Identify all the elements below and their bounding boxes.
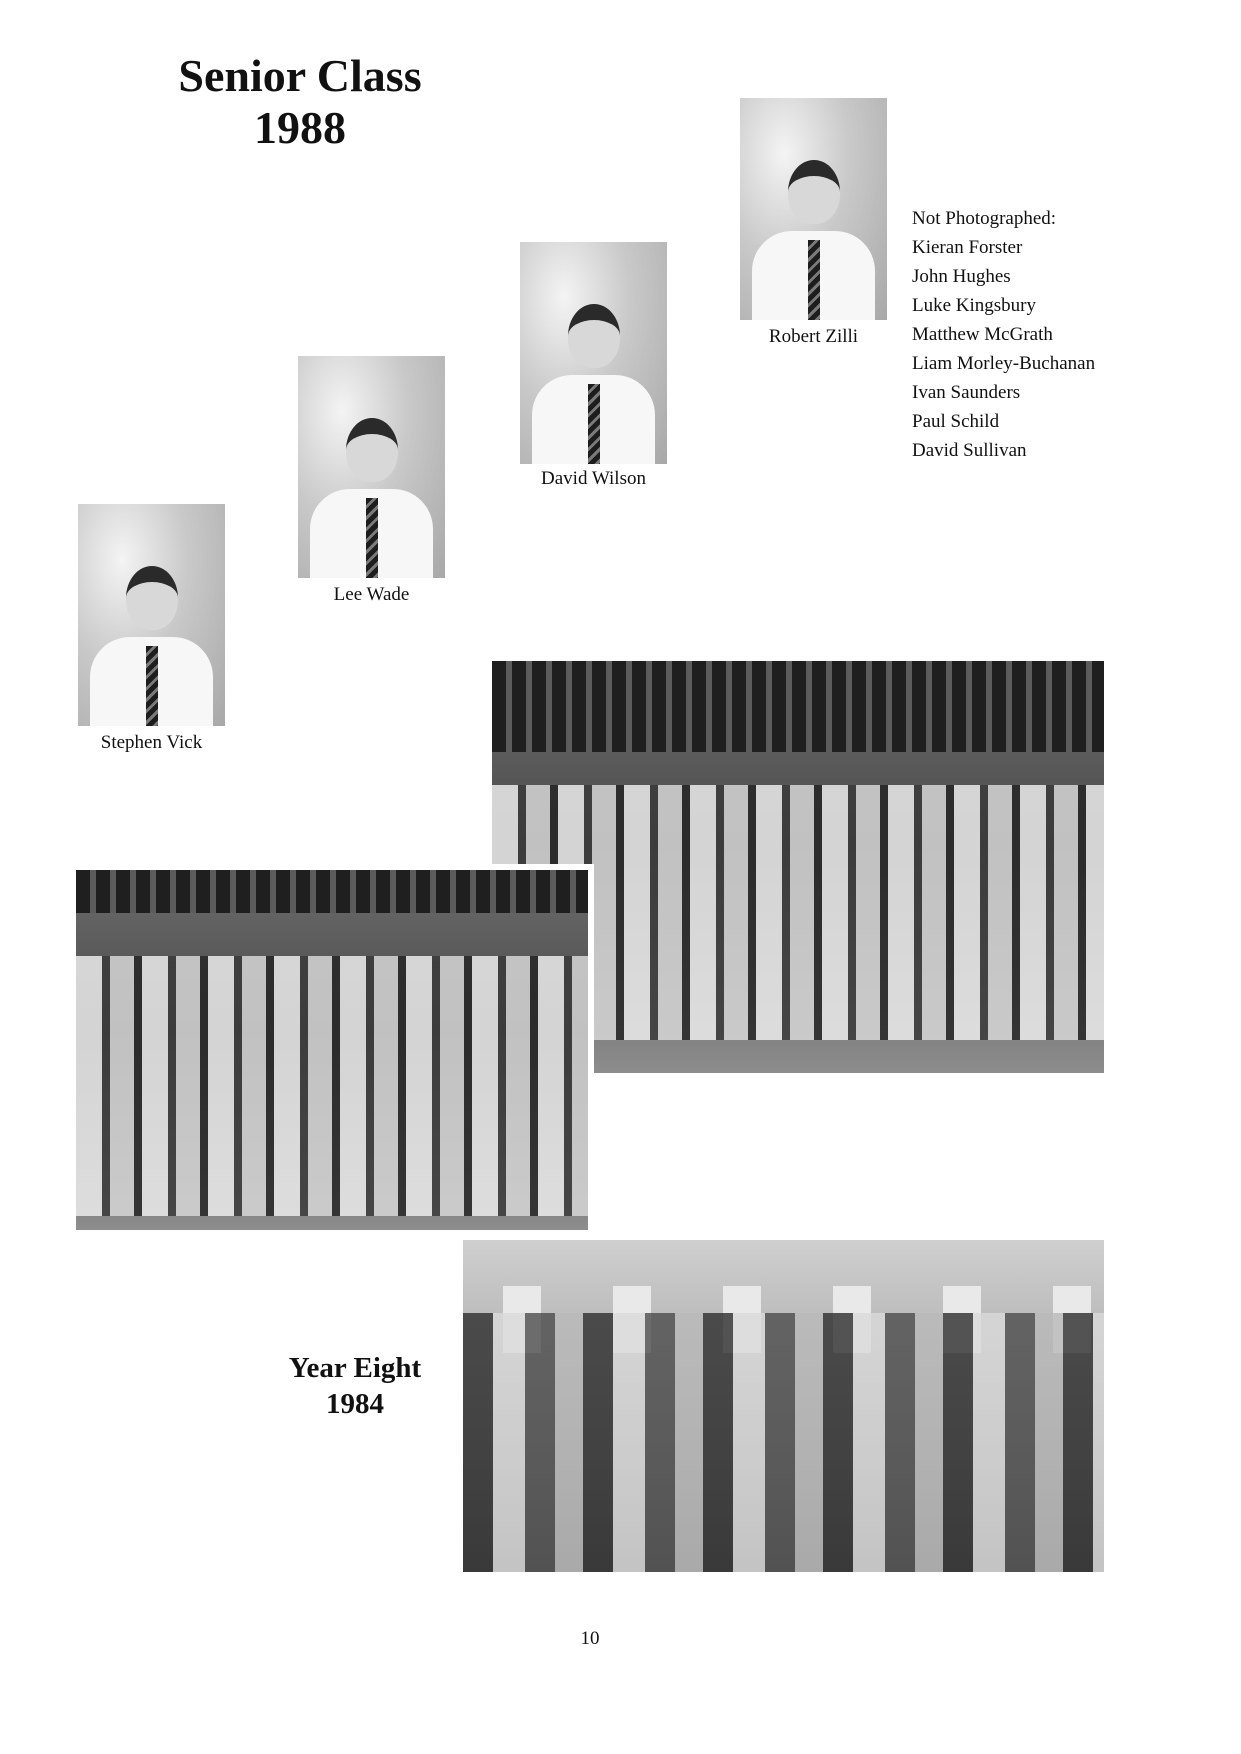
list-item: Ivan Saunders [912, 382, 1021, 403]
not-photographed-list [912, 204, 1095, 465]
blank-photo-area [600, 1132, 1104, 1238]
senior-class-year: 1988 [254, 102, 346, 153]
not-photographed-heading: Not Photographed: [912, 208, 1057, 229]
list-item: Kieran Forster [912, 237, 1023, 258]
senior-class-title: Senior Class [178, 50, 422, 101]
year-eight-title: Year Eight [288, 1352, 422, 1384]
caption-david-wilson: David Wilson [541, 468, 646, 489]
caption-robert-zilli: Robert Zilli [768, 326, 859, 347]
portrait-robert-zilli [740, 98, 887, 320]
seniors-group-photo [76, 870, 588, 1230]
portrait-lee-wade [298, 356, 445, 578]
year-eight-photo [463, 1240, 1104, 1572]
list-item: Paul Schild [912, 411, 1000, 432]
portrait-stephen-vick [78, 504, 225, 726]
list-item: Luke Kingsbury [912, 295, 1037, 316]
list-item: Matthew McGrath [912, 324, 1053, 345]
page-number: 10 [580, 1628, 600, 1649]
list-item: David Sullivan [912, 440, 1027, 461]
list-item: John Hughes [912, 266, 1011, 287]
list-item: Liam Morley-Buchanan [912, 353, 1096, 374]
year-eight-year: 1984 [326, 1388, 384, 1420]
caption-stephen-vick: Stephen Vick [100, 732, 203, 753]
portrait-david-wilson [520, 242, 667, 464]
caption-lee-wade: Lee Wade [333, 584, 410, 605]
